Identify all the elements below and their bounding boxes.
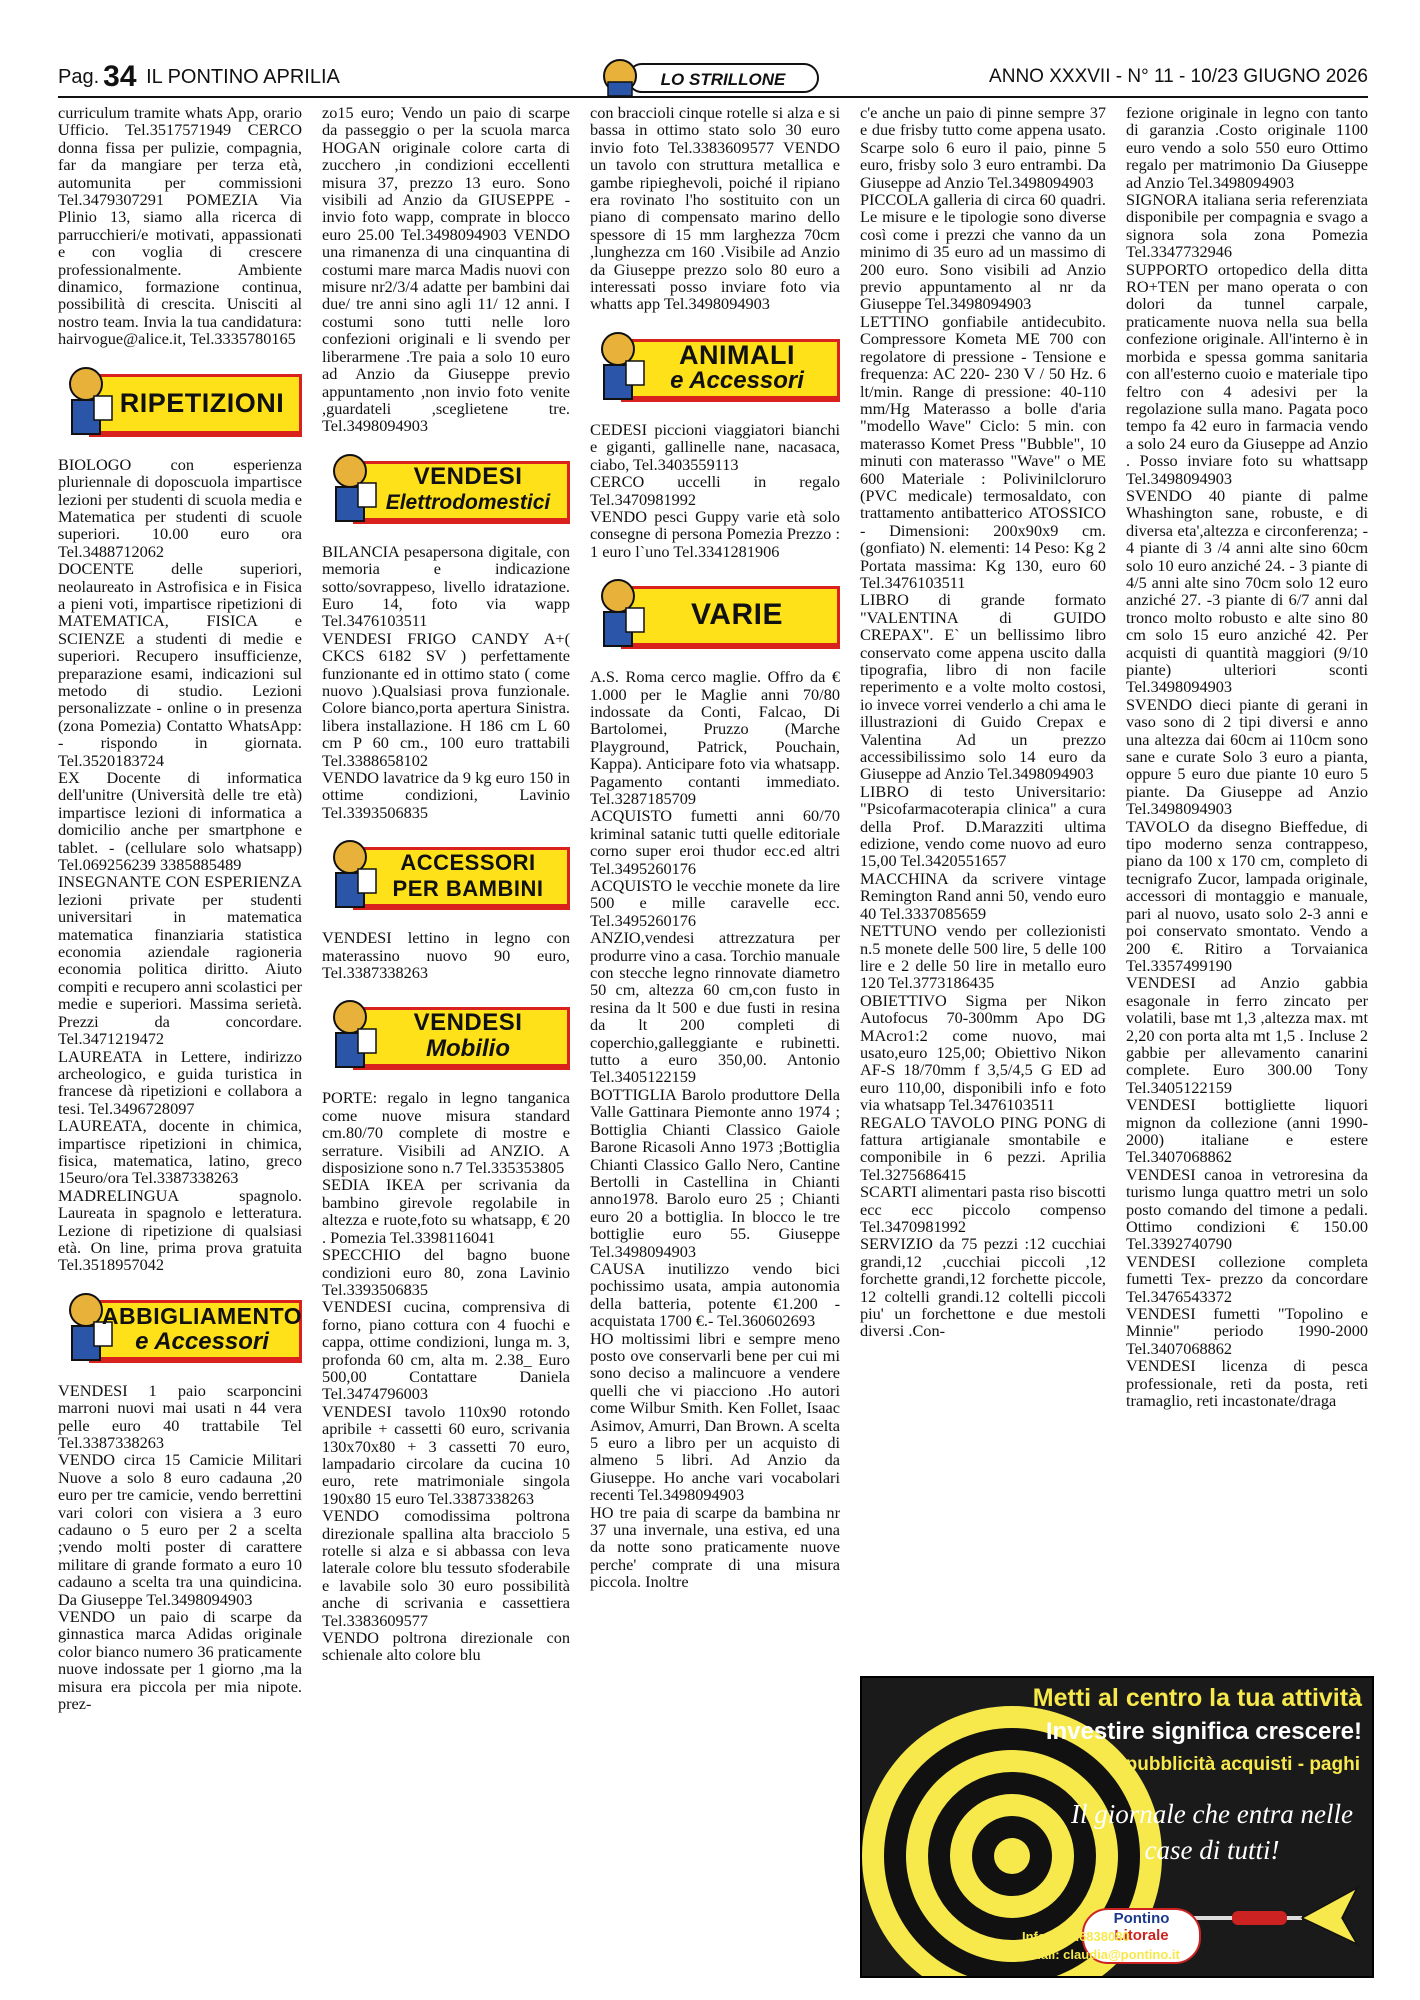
- ad-item: VENDO poltrona direzionale con schienale alto colore blu: [322, 1628, 570, 1665]
- ad-item: SEDIA IKEA per scrivania da bambino girevole regolabile in altezza e ruote,foto su whatsapp, € 20 . Pomezia Tel.3398116041: [322, 1175, 570, 1247]
- ad-item: VENDESI FRIGO CANDY A+( CKCS 6182 SV ) perfettamente funzionante ed in ottimo stato ( come nuovo ).Qualsiasi prova funzionale. Colore bianco,porta apertura Sinistra. libera installazione. H 186 cm L 60 cm P 60 cm., 100 euro trattabili Tel.3388658102: [322, 628, 570, 770]
- ad-item: c'e anche un paio di pinne sempre 37 e due frisby tutto come appena usato. Scarpe solo 6 euro il paio, pinne 5 euro, frisby solo 3 euro entrambi. Da Giuseppe ad Anzio Tel.3498094903: [860, 104, 1106, 192]
- column-text: zo15 euro; Vendo un paio di scarpe da passeggio o per la scuola marca HOGAN originale colore carta di zucchero ,in condizioni eccellenti misura 37, prezzo 13 euro. Sono visibili ad Anzio da GIUSEPPE -invio foto wapp, comprate in blocco euro 25.00 Tel.3498094903 VENDO una rimanenza di una cinquantina di costumi mare marca Madis nuovi con misure nr2/3/4 adatte per bambini dai due/ tre anni sino agli 11/ 12 anni. I costumi sono tutti nelle loro confezioni originali e li svendo per liberarmene .Tre paia a solo 10 euro ad Anzio da Giuseppe previo appuntamento ,non invio foto venite ,guardateli ,sceglietene tre. Tel.3498094903: [322, 104, 570, 436]
- ad-item: LAUREATA, docente in chimica, impartisce ripetizioni in chimica, fisica, matematica, latino, greco 15euro/ora Tel.3387338263: [58, 1116, 302, 1188]
- ad-item: LIBRO di grande formato "VALENTINA di GUIDO CREPAX". E` un bellissimo libro conservato come appena uscito dalla tipografia, libro di non facile reperimento e a volte molto costosi, io invece vorrei venderlo a chi ama le illustrazioni di Guido Crepax e Valentina Ad un prezzo accessibilissimo solo 14 euro da Giuseppe ad Anzio Tel.3498094903: [860, 590, 1106, 784]
- ad-item: TAVOLO da disegno Bieffedue, di tipo moderno senza contrappeso, piano da 100 x 170 cm, completo di tecnigrafo Zucor, lampada originale, accessori di montaggio e manuale, pari al nuovo, usato solo 2-3 anni e poi conservato smontato. Vendo a 200 €. Ritiro a Torvaianica Tel.3357499190: [1126, 816, 1368, 975]
- ad-item: OBIETTIVO Sigma per Nikon Autofocus 70-300mm Apo DG MAcro1:2 come nuovo, mai usato,euro 125,00; Obiettivo Nikon AF-S 18/70mm f 3,5/4,5 G ED ad euro 110,00, disponibili info e foto via whatsapp Tel.3476103511: [860, 990, 1106, 1115]
- ad-item: VENDO comodissima poltrona direzionale spallina alta bracciolo 5 rotelle si alza e si abbassa con leva laterale colore blu tessuto sfoderabile e lavabile solo 30 euro possibilità anche di scrivania e cassettiera Tel.3383609577: [322, 1506, 570, 1630]
- ad-item: REGALO TAVOLO PING PONG di fattura artigianale smontabile e componibile in 6 pezzi. Aprilia Tel.3275686415: [860, 1112, 1106, 1184]
- section-banner-elettrodomestici: [322, 449, 570, 525]
- ad-item: INSEGNANTE CON ESPERIENZA lezioni private per studenti universitari in matematica matematica finanziaria statistica economia aziendale ragioneria economia politica diritto. Aiuto compiti e recupero anni scolastici per medie e superiori. Massima serietà. Prezzi da concordare. Tel.3471219472: [58, 872, 302, 1049]
- ad-item: VENDO un paio di scarpe da ginnastica marca Adidas originale color bianco numero 36 praticamente nuove indossate per 1 giorno ,ma la misura era piccola per mia nipote. prez-: [58, 1607, 302, 1714]
- banner-label: VENDESI: [413, 1009, 523, 1037]
- ad-item: ACQUISTO le vecchie monete da lire 500 e mille caravelle ecc. Tel.3495260176: [590, 876, 840, 930]
- banner-sublabel: Elettrodomestici: [385, 490, 551, 514]
- ad-item: VENDESI collezione completa fumetti Tex- prezzo da concordare Tel.3476543372: [1126, 1251, 1368, 1306]
- advertisement-box: [860, 1676, 1374, 1978]
- page-number: 34: [103, 60, 137, 93]
- banner-label: RIPETIZIONI: [119, 387, 285, 418]
- banner-label: ANIMALI: [679, 339, 795, 370]
- ad-item: SVENDO dieci piante di gerani in vaso sono di 2 tipi diversi e anno una altezza dai 60cm ai 110cm sono sane e curate Solo 3 euro a pianta, oppure 5 euro due piante 10 euro 5 piante. Da Giuseppe ad Anzio Tel.3498094903: [1126, 694, 1368, 819]
- section-banner-animali: [590, 327, 840, 403]
- column-4: [860, 104, 1106, 1669]
- ad-item: CAUSA inutilizzo vendo bici pochissimo usata, ampia autonomia della batteria, potente €1.200 - acquistata 1700 €.- Tel.360602693: [590, 1258, 840, 1331]
- column-3: [590, 104, 840, 1984]
- ad-item: SIGNORA italiana seria referenziata disponibile per compagnia e svago a signora sola zona Pomezia Tel.3347732946: [1126, 190, 1368, 262]
- brand-pontino: Pontino: [1113, 1910, 1170, 1927]
- banner-label: VENDESI: [413, 462, 523, 490]
- banner-label: ACCESSORI: [400, 850, 536, 876]
- ad-item: VENDESI lettino in legno con materassino nuovo 90 euro, Tel.3387338263: [322, 928, 570, 983]
- banner-sublabel: Mobilio: [426, 1035, 510, 1063]
- ad-item: NETTUNO vendo per collezionisti n.5 monete delle 500 lire, 5 delle 100 lire e 2 delle 50 lire in metallo euro 120 Tel.3773186435: [860, 921, 1106, 993]
- ad-item: VENDO circa 15 Camicie Militari Nuove a solo 8 euro cadauna ,20 euro per tre camicie, vendo berrettini vari colori con visiera a 3 euro cadauno o 5 euro per 2 a scelta ;vendo molti poster di carattere militare di grande formato a euro 10 cadauno a scelta tra una quindicina. Da Giuseppe Tel.3498094903: [58, 1450, 302, 1609]
- publication-name: IL PONTINO APRILIA: [146, 66, 340, 88]
- ad-item: VENDO pesci Guppy varie età solo consegne di persona Pomezia Prezzo : 1 euro l`uno Tel.3341281906: [590, 506, 840, 561]
- ad-item: fezione originale in legno con tanto di garanzia .Costo originale 1100 euro vendo a solo 550 euro Ottimo regalo per matrimonio Da Giuseppe ad Anzio Tel.3498094903: [1126, 104, 1368, 192]
- ad-item: VENDO lavatrice da 9 kg euro 150 in ottime condizioni, Lavinio Tel.3393506835: [322, 768, 570, 822]
- logo-text: LO STRILLONE: [660, 70, 786, 89]
- ad-item: PORTE: regalo in legno tanganica come nuove misura standard cm.80/70 complete di mostre e serrature. Visibili ad ANZIO. A disposizione sono n.7 Tel.335353805: [322, 1088, 570, 1178]
- ad-item: BILANCIA pesapersona digitale, con memoria e indicazione sotto/sovrappeso, livello idratazione. Euro 14, foto via wapp Tel.3476103511: [322, 541, 570, 631]
- brand-litorale: Litorale: [1114, 1927, 1169, 1944]
- column-text: curriculum tramite whats App, orario Ufficio. Tel.3517571949 CERCO donna fissa per pulizie, compagnia, far da mangiare per terza età, automunita per commissioni Tel.3479307291 POMEZIA Via Plinio 13, siamo alla ricerca di parrucchieri/e motivati, appassionati e con voglia di crescere professionalmente. Ambiente dinamico, formazione continua, possibilità di crescita. Unisciti al nostro team. Invia la tua candidatura: hairvogue@alice.it, Tel.3335780165: [58, 104, 302, 349]
- banner-sublabel: PER BAMBINI: [392, 876, 544, 902]
- ad-phone: Info: 328.6838080: [1022, 1929, 1130, 1944]
- page-header: [58, 62, 1368, 96]
- section-banner-accessori-bambini: [322, 835, 570, 911]
- section-banner-varie: [590, 574, 840, 650]
- strillone-logo: [598, 56, 828, 98]
- ad-item: MADRELINGUA spagnolo. Laureata in spagnolo e letteratura. Lezione di ripetizione di qualsiasi età. On line, prima prova gratuita Tel.3518957042: [58, 1185, 302, 1275]
- ad-item: VENDESI cucina, comprensiva di forno, piano cottura con 4 fuochi e cappa, ottime condizioni, lunga m. 3, profonda 60 cm, alta m. 2.38_ Euro 500,00 Contattare Daniela Tel.3474796003: [322, 1297, 570, 1404]
- ad-item: ACQUISTO fumetti anni 60/70 kriminal satanic tutti quelle editoriale corno super eroi thudor ecc.ed altri Tel.3495260176: [590, 806, 840, 878]
- ad-item: VENDESI canoa in vetroresina da turismo lunga quattro metri un solo posto comando del timone a pedali. Ottimo condizioni € 150.00 Tel.3392740790: [1126, 1164, 1368, 1254]
- ad-item: VENDESI bottigliette liquori mignon da collezione (anni 1990-2000) italiane e estere Tel.3407068862: [1126, 1095, 1368, 1167]
- column-2: [322, 104, 570, 1984]
- ad-item: LIBRO di testo Universitario: "Psicofarmacoterapia clinica" a cura della Prof. D.Marazziti ultima edizione, vendo come nuovo ad euro 15,00 Tel.3420551657: [860, 781, 1106, 871]
- ad-subheadline: Investire significa crescere!: [1045, 1718, 1362, 1745]
- banner-label: ABBIGLIAMENTO: [101, 1302, 302, 1329]
- section-banner-ripetizioni: [58, 362, 302, 438]
- ad-item: ANZIO,vendesi attrezzatura per produrre vino a casa. Torchio manuale con stecche legno rinnovate diametro 50 cm, altezza 60 cm,con fusto in resina da lt 500 e due fusti in resina da lt 200 completi di coperchio,galleggiante e rubinetti. tutto a euro 350,00. Antonio Tel.3405122159: [590, 928, 840, 1087]
- ad-item: BIOLOGO con esperienza pluriennale di doposcuola impartisce lezioni per studenti di scuola media e Matematica per studenti di scuole superiori. 10.00 euro ora Tel.3488712062: [58, 454, 302, 561]
- page-header-left: [58, 62, 340, 92]
- header-rule: [58, 96, 1368, 98]
- issue-info: ANNO XXXVII - N° 11 - 10/23 GIUGNO 2026: [989, 66, 1368, 87]
- ad-headline: Metti al centro la tua attività: [1032, 1684, 1362, 1712]
- ad-item: VENDESI 1 paio scarponcini marroni nuovi mai usati n 44 vera pelle euro 40 trattabile Tel Tel.3387338263: [58, 1380, 302, 1452]
- ad-item: VENDESI fumetti "Topolino e Minnie" periodo 1990-2000 Tel.3407068862: [1126, 1304, 1368, 1358]
- ad-item: MACCHINA da scrivere vintage Remington Rand anni 50, vendo euro 40 Tel.3337085659: [860, 868, 1106, 923]
- ad-item: HO tre paia di scarpe da bambina nr 37 una invernale, una estiva, ed una da notte sono praticamente nuove perche' comprate di una misura piccola. Inoltre: [590, 1502, 840, 1592]
- ad-item: HO moltissimi libri e sempre meno posto ove conservarli bene per cui mi sono deciso a malincuore a vendere quelli che vi piacciono .Ho autori come Wilbur Smith. Ken Follet, Isaac Asimov, Amurri, Dan Brown. A scelta 5 euro a libro per un acquisto di almeno 5 libri. Ad Anzio da Giuseppe. Ho anche vari vocabolari recenti Tel.3498094903: [590, 1328, 840, 1505]
- ad-item: LAUREATA in Lettere, indirizzo archeologico, e guida turistica in francese dà ripetizioni e collabora a tesi. Tel.3496728097: [58, 1046, 302, 1118]
- page-label: Pag.: [58, 66, 100, 88]
- ad-item: SUPPORTO ortopedico della ditta RO+TEN per mano operata o con dolori da tunnel carpale, praticamente nuova nella sua bella confezione originale. All'interno è in morbida e spessa gomma sanitaria con all'esterno cuoio e materiale tipo feltro con 4 adesivi per la regolazione sulla mano. Pagata poco tempo fa 42 euro in farmacia vendo a solo 24 euro da Giuseppe ad Anzio . Posso inviare foto su whattsapp Tel.3498094903: [1126, 259, 1368, 488]
- ad-item: CEDESI piccioni viaggiatori bianchi e giganti, gallinelle nane, nacasaca, ciabo, Tel.3403559113: [590, 419, 840, 474]
- column-5: [1126, 104, 1368, 1669]
- ad-tagline: Il giornale che entra nelle case di tutti!: [1071, 1799, 1353, 1865]
- ad-item: PICCOLA galleria di circa 60 quadri. Le misure e le tipologie sono diverse così come i prezzi che vanno da un minimo di 35 euro ad un massimo di 200 euro. Sono visibili ad Anzio previo appuntamento al nr da Giuseppe Tel.3498094903: [860, 190, 1106, 314]
- banner-sublabel: e Accessori: [135, 1327, 269, 1355]
- section-banner-abbigliamento: [58, 1288, 302, 1364]
- ad-email: email: claudia@pontino.it: [1022, 1947, 1180, 1962]
- ad-item: LETTINO gonfiabile antidecubito. Compressore Kometa ME 700 con regolatore di pressione - Tensione e frequenza: AC 220- 230 V / 50 Hz. 6 lt/min. Range di pressione: 40-110 mm/Hg Materasso a bolle d'aria "modello Wave" Ciclo: 5 min. con materasso Komet Press "Bubble", 10 minuti con materasso "Wave" o ME 600 Materiale : Polivinilcloruro (PVC medicale) termosaldato, con trattamento antibatterico ATOSSICO - Dimensioni: 200x90x9 cm. (gonfiato) N. elementi: 14 Peso: Kg 2 Portata massima: Kg 130, euro 60 Tel.3476103511: [860, 311, 1106, 592]
- section-banner-mobilio: [322, 995, 570, 1071]
- ad-item: EX Docente di informatica dell'unitre (Università delle tre età) impartisce lezioni di informatica a domicilio anche per smartphone e tablet. - (cellulare solo whatsapp) Tel.069256239 3385885489: [58, 768, 302, 875]
- ad-item: SPECCHIO del bagno buone condizioni euro 80, zona Lavinio Tel.3393506835: [322, 1245, 570, 1299]
- banner-sublabel: e Accessori: [670, 366, 804, 394]
- ad-item: VENDESI tavolo 110x90 rotondo apribile + cassetti 60 euro, scrivania 130x70x80 + 3 cassetti 70 euro, lampadario circolare da cucina 10 euro, rete matrimoniale singola 190x80 15 euro Tel.3387338263: [322, 1401, 570, 1508]
- column-1: [58, 104, 302, 1984]
- ad-item: A.S. Roma cerco maglie. Offro da € 1.000 per le Maglie anni 70/80 indossate da Conti, Falcao, Di Bartolomei, Pruzzo (Marche Playground, Patrick, Pouchain, Kappa). Anticipare foto via whatsapp. Pagamento contanti immediato. Tel.3287185709: [590, 667, 840, 808]
- column-text: con braccioli cinque rotelle si alza e si bassa in ottimo stato solo 30 euro invio foto Tel.3383609577 VENDO un tavolo con struttura metallica e gambe ripieghevoli, poiché il ripiano era rovinato l'ho sostituito con un piano di compensato marino dello spessore di 15 mm larghezza 70cm ,lunghezza cm 160 .Visibile ad Anzio da Giuseppe prezzo solo 80 euro a interessati posso inviare foto via whatts app Tel.3498094903: [590, 104, 840, 314]
- ad-item: BOTTIGLIA Barolo produttore Della Valle Gattinara Piemonte anno 1974 ; Bottiglia Chianti Classico Gaiole Barone Ricasoli Anno 1973 ;Bottiglia Chianti Classico Gallo Nero, Cantine Bertolli in Castellina in Chianti anno1978. Barolo euro 25 ; Chianti euro 20 a bottiglia. In blocco le tre bottiglie euro 55. Giuseppe Tel.3498094903: [590, 1084, 840, 1261]
- ad-item: DOCENTE delle superiori, neolaureato in Astrofisica e in Fisica a pieni voti, impartisce ripetizioni di MATEMATICA, FISICA e SCIENZE a studenti di medie e superiori. Recupero insufficienze, preparazione esami, indicazioni sul metodo di studio. Lezioni personalizzate - online o in presenza (zona Pomezia) Contatto WhatsApp: - rispondo in giornata. Tel.3520183724: [58, 559, 302, 770]
- ad-item: SVENDO 40 piante di palme Whashington sane, robuste, e di diversa eta',altezza e circonferenza; - 4 piante di 3 /4 anni alte sino 60cm solo 10 euro anziché 24. - 3 piante di 4/5 anni alte sino 70cm solo 12 euro anziché 27. -3 piante di 6/7 anni dal tronco molto robusto e alte sino 80 cm solo 15 euro anziché 42. Per acquisti di quantità maggiori (9/10 piante) ulteriori sconti Tel.3498094903: [1126, 485, 1368, 697]
- ad-item: VENDESI ad Anzio gabbia esagonale in ferro zincato per volatili, base mt 1,3 ,altezza max. mt 2,20 con porta alta mt 1,5 . Incluse 2 gabbie per allevamento canarini complete. Euro 300.00 Tony Tel.3405122159: [1126, 973, 1368, 1097]
- ad-item: SCARTI alimentari pasta riso biscotti ecc ecc piccolo compenso Tel.3470981992: [860, 1182, 1106, 1236]
- banner-label: VARIE: [691, 598, 783, 632]
- ad-slogan: + pubblicità acquisti - paghi: [1109, 1754, 1360, 1775]
- ad-item: SERVIZIO da 75 pezzi :12 cucchiai grandi,12 ,cucchiai piccoli ,12 forchette grandi,12 forchette piccole, 12 coltelli grandi.12 coltelli piccoli piu' un forchettone e due mestoli diversi .Con-: [860, 1234, 1106, 1341]
- ad-item: VENDESI licenza di pesca professionale, reti da posta, reti tramaglio, reti incastonate/draga: [1126, 1356, 1368, 1411]
- ad-contact: [1022, 1928, 1180, 1964]
- ad-item: CERCO uccelli in regalo Tel.3470981992: [590, 472, 840, 509]
- dart-icon: [1192, 1878, 1362, 1948]
